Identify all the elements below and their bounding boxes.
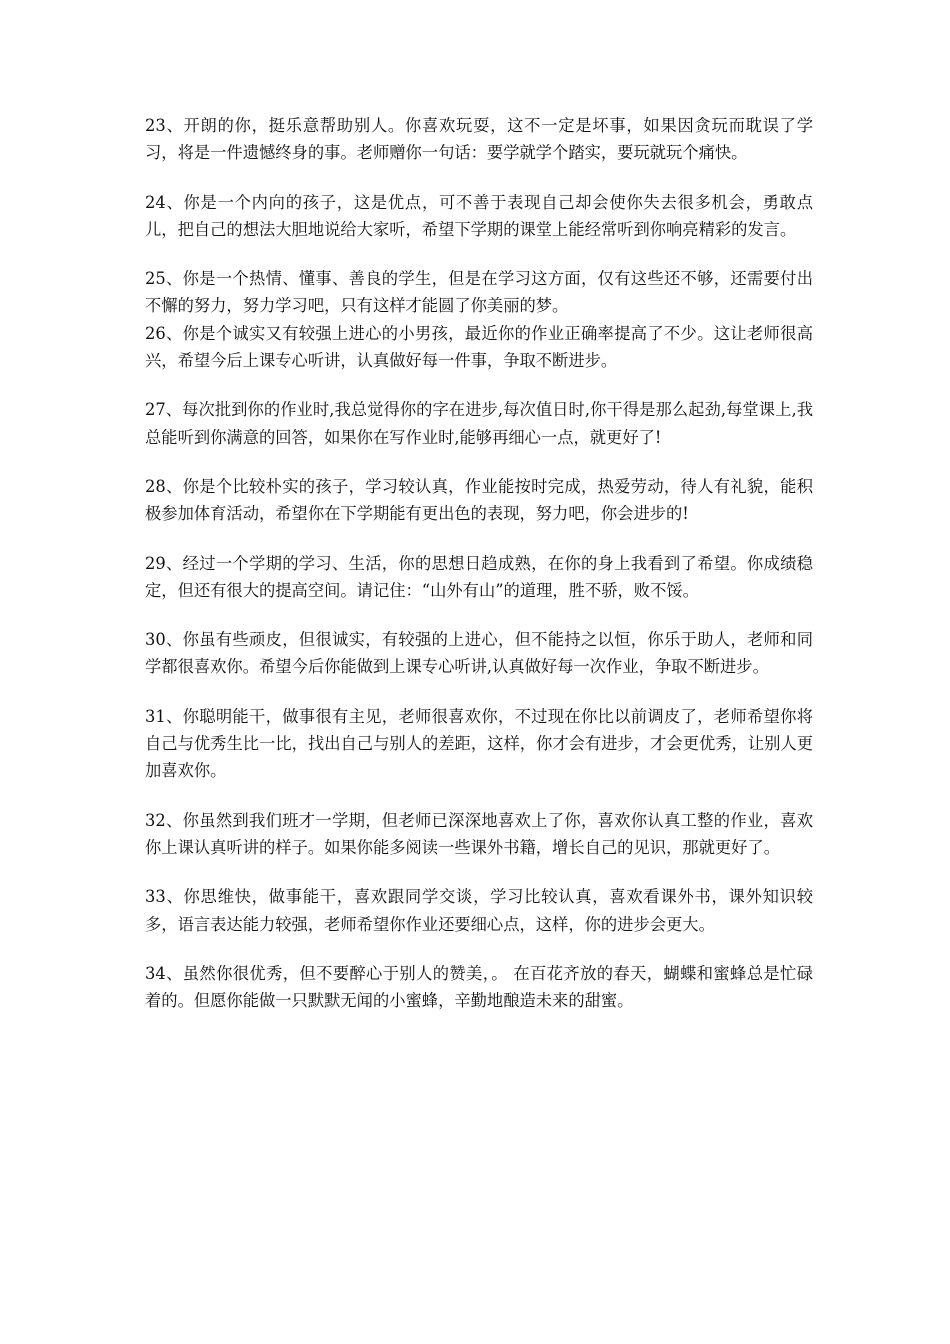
comment-paragraph-32: 32、你虽然到我们班才一学期，但老师已深深地喜欢上了你，喜欢你认真工整的作业，喜欢你上课认真听讲的样子。如果你能多阅读一些课外书籍，增长自己的见识，那就更好了。: [145, 810, 813, 857]
comment-paragraph-23: 23、开朗的你，挺乐意帮助别人。你喜欢玩耍，这不一定是坏事，如果因贪玩而耽误了学习，将是一件遗憾终身的事。老师赠你一句话：要学就学个踏实，要玩就玩个痛快。: [145, 116, 813, 163]
comment-paragraph-33: 33、你思维快，做事能干，喜欢跟同学交谈，学习比较认真，喜欢看课外书，课外知识较多，语言表达能力较强，老师希望你作业还要细心点，这样，你的进步会更大。: [145, 887, 813, 934]
document-body: [145, 112, 813, 1014]
comment-paragraph-24: 24、你是一个内向的孩子，这是优点，可不善于表现自己却会使你失去很多机会，勇敢点儿，把自己的想法大胆地说给大家听，希望下学期的课堂上能经常听到你响亮精彩的发言。: [145, 192, 813, 239]
comment-paragraph-28: 28、你是个比较朴实的孩子，学习较认真，作业能按时完成，热爱劳动，待人有礼貌，能积极参加体育活动，希望你在下学期能有更出色的表现，努力吧，你会进步的!: [145, 476, 813, 524]
comment-paragraph-34: 34、虽然你很优秀，但不要醉心于别人的赞美，。 在百花齐放的春天，蝴蝶和蜜蜂总是忙碌着的。但愿你能做一只默默无闻的小蜜蜂，辛勤地酿造未来的甜蜜。: [145, 963, 813, 1011]
comment-paragraph-26: 26、你是个诚实又有较强上进心的小男孩，最近你的作业正确率提高了不少。这让老师很高兴，希望今后上课专心听讲，认真做好每一件事，争取不断进步。: [145, 323, 813, 371]
comment-paragraph-25: 25、你是一个热情、懂事、善良的学生，但是在学习这方面，仅有这些还不够，还需要付出不懈的努力，努力学习吧，只有这样才能圆了你美丽的梦。: [145, 269, 813, 316]
comment-paragraph-30: 30、你虽有些顽皮，但很诚实，有较强的上进心，但不能持之以恒，你乐于助人，老师和同学都很喜欢你。希望今后你能做到上课专心听讲,认真做好每一次作业，争取不断进步。: [145, 630, 813, 677]
comment-paragraph-29: 29、经过一个学期的学习、生活，你的思想日趋成熟，在你的身上我看到了希望。你成绩稳定，但还有很大的提高空间。请记住：“山外有山”的道理，胜不骄，败不馁。: [145, 553, 813, 600]
comment-paragraph-31: 31、你聪明能干，做事很有主见，老师很喜欢你，不过现在你比以前调皮了，老师希望你将自己与优秀生比一比，找出自己与别人的差距，这样，你才会有进步，才会更优秀，让别人更加喜欢你。: [145, 706, 813, 781]
comment-paragraph-27: 27、每次批到你的作业时,我总觉得你的字在进步,每次值日时,你干得是那么起劲,每堂课上,我总能听到你满意的回答，如果你在写作业时,能够再细心一点，就更好了!: [145, 400, 813, 447]
